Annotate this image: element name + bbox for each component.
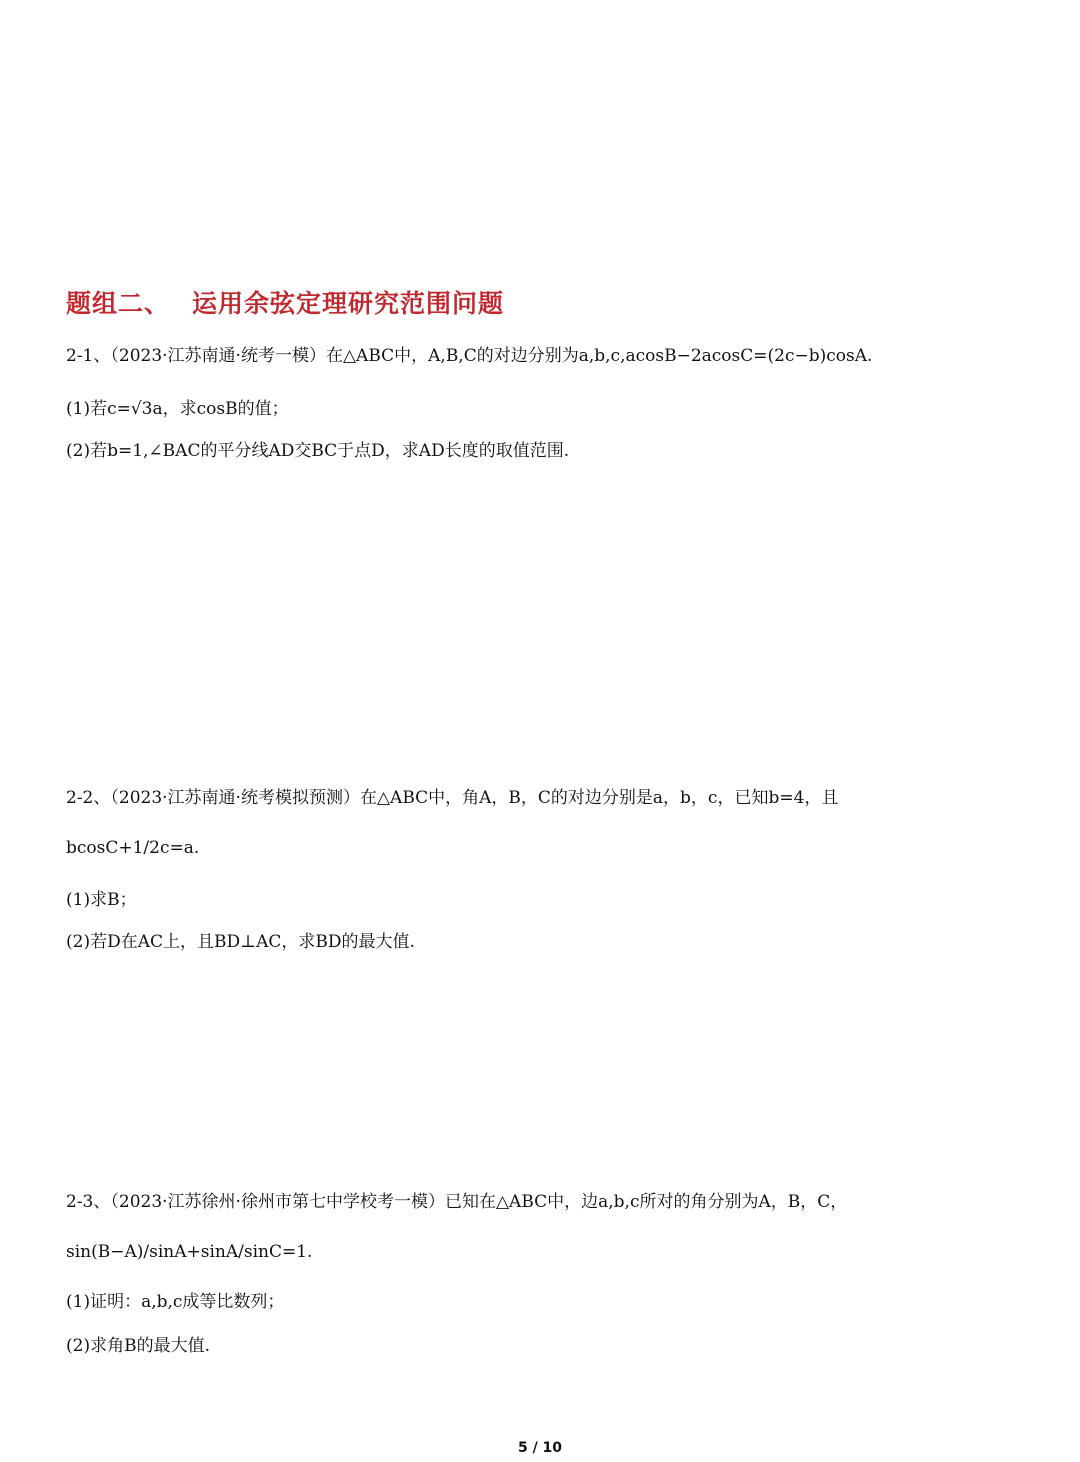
problem-2-2-part-2: (2)若D在AC上，且BD⊥AC，求BD的最大值. [66, 932, 415, 952]
problem-2-2-part-1: (1)求B； [66, 890, 137, 910]
section-title [66, 284, 504, 320]
problem-2-3-stem-cont: sin(B−A)/sinA+sinA/sinC=1. [66, 1242, 313, 1262]
page-number: 5 / 10 [517, 1440, 563, 1456]
problem-2-3-stem: 2-3、（2023·江苏徐州·徐州市第七中学校考一模）已知在△ABC中，边a,b,c所对的角分别为A，B，C， [66, 1192, 848, 1212]
problem-2-3-part-1: (1)证明：a,b,c成等比数列； [66, 1292, 285, 1312]
problem-2-1-part-2: (2)若b=1,∠BAC的平分线AD交BC于点D，求AD长度的取值范围. [66, 441, 570, 461]
problem-2-2-stem-cont: bcosC+1/2c=a. [66, 838, 200, 858]
problem-2-1-stem: 2-1、（2023·江苏南通·统考一模）在△ABC中，A,B,C的对边分别为a,b,c,acosB−2acosC=(2c−b)cosA. [66, 346, 873, 366]
problem-2-2-stem: 2-2、（2023·江苏南通·统考模拟预测）在△ABC中，角A，B，C的对边分别是a，b，c，已知b=4，且 [66, 788, 839, 808]
problem-2-3-part-2: (2)求角B的最大值. [66, 1336, 210, 1356]
problem-2-1-part-1: (1)若c=√3a，求cosB的值； [66, 399, 289, 419]
section-number: 题组二、 [66, 289, 171, 318]
section-title-text: 运用余弦定理研究范围问题 [192, 289, 505, 318]
